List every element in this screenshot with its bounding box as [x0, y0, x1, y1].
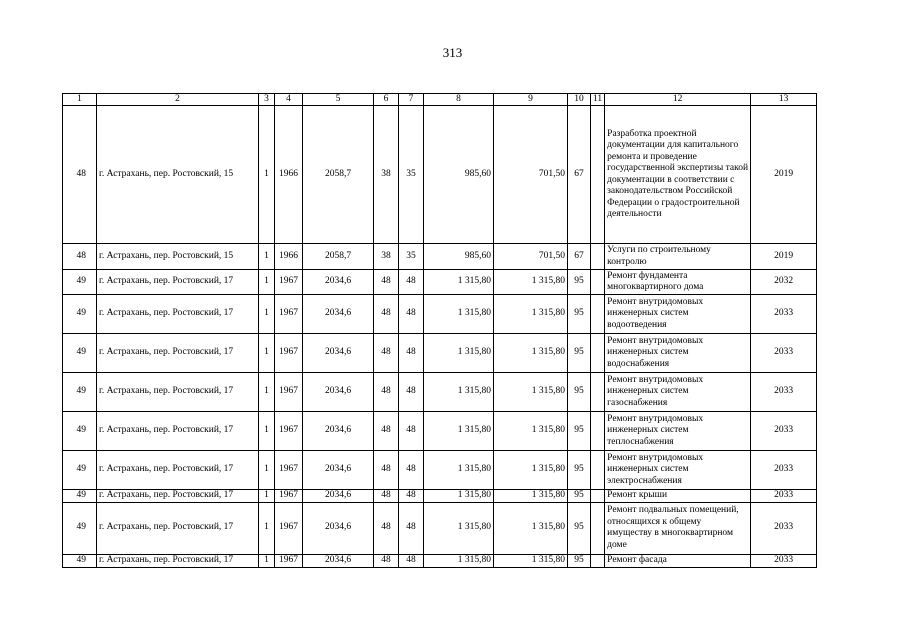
year-cell: 1967 — [275, 502, 303, 554]
year-cell: 1967 — [275, 373, 303, 412]
col10-cell: 95 — [568, 295, 591, 334]
col9-cell: 1 315,80 — [494, 270, 568, 295]
year-cell: 1967 — [275, 490, 303, 503]
col10-cell: 95 — [568, 451, 591, 490]
buildings-cell: 1 — [259, 106, 275, 244]
col11-cell — [591, 373, 605, 412]
col9-cell: 1 315,80 — [494, 490, 568, 503]
area-cell: 2034,6 — [303, 554, 374, 567]
col6-cell: 38 — [374, 244, 399, 270]
row-number: 48 — [63, 106, 97, 244]
col10-cell: 95 — [568, 554, 591, 567]
work-type-cell: Ремонт подвальных помещений, относящихся к общему имуществу в многоквартирном доме — [605, 502, 751, 554]
col8-cell: 985,60 — [424, 244, 494, 270]
area-cell: 2034,6 — [303, 334, 374, 373]
buildings-cell: 1 — [259, 554, 275, 567]
work-type-cell: Услуги по строительному контролю — [605, 244, 751, 270]
col10-cell: 95 — [568, 270, 591, 295]
col9-cell: 1 315,80 — [494, 502, 568, 554]
col7-cell: 48 — [399, 412, 424, 451]
col7-cell: 48 — [399, 295, 424, 334]
row-number: 49 — [63, 373, 97, 412]
col8-cell: 1 315,80 — [424, 270, 494, 295]
col7-cell: 48 — [399, 502, 424, 554]
col6-cell: 48 — [374, 554, 399, 567]
address-cell: г. Астрахань, пер. Ростовский, 17 — [97, 334, 259, 373]
buildings-cell: 1 — [259, 295, 275, 334]
year-cell: 1967 — [275, 334, 303, 373]
column-header: 13 — [751, 94, 817, 106]
col6-cell: 48 — [374, 502, 399, 554]
row-number: 49 — [63, 502, 97, 554]
column-header: 12 — [605, 94, 751, 106]
col7-cell: 35 — [399, 106, 424, 244]
area-cell: 2034,6 — [303, 373, 374, 412]
year-cell: 1967 — [275, 270, 303, 295]
address-cell: г. Астрахань, пер. Ростовский, 17 — [97, 412, 259, 451]
work-type-cell: Ремонт фасада — [605, 554, 751, 567]
term-cell: 2019 — [751, 244, 817, 270]
table-row — [63, 334, 817, 373]
area-cell: 2034,6 — [303, 270, 374, 295]
table-row — [63, 490, 817, 503]
col11-cell — [591, 295, 605, 334]
area-cell: 2034,6 — [303, 490, 374, 503]
col11-cell — [591, 244, 605, 270]
col6-cell: 48 — [374, 490, 399, 503]
work-type-cell: Ремонт внутридомовых инженерных систем водоотведения — [605, 295, 751, 334]
address-cell: г. Астрахань, пер. Ростовский, 17 — [97, 270, 259, 295]
area-cell: 2034,6 — [303, 502, 374, 554]
col9-cell: 1 315,80 — [494, 554, 568, 567]
col8-cell: 1 315,80 — [424, 502, 494, 554]
row-number: 49 — [63, 334, 97, 373]
col8-cell: 1 315,80 — [424, 334, 494, 373]
work-type-cell: Ремонт внутридомовых инженерных систем водоснабжения — [605, 334, 751, 373]
buildings-cell: 1 — [259, 502, 275, 554]
buildings-cell: 1 — [259, 373, 275, 412]
area-cell: 2058,7 — [303, 106, 374, 244]
col11-cell — [591, 554, 605, 567]
col6-cell: 48 — [374, 373, 399, 412]
table-row — [63, 244, 817, 270]
column-header: 7 — [399, 94, 424, 106]
col6-cell: 48 — [374, 295, 399, 334]
address-cell: г. Астрахань, пер. Ростовский, 17 — [97, 451, 259, 490]
col8-cell: 1 315,80 — [424, 373, 494, 412]
year-cell: 1966 — [275, 106, 303, 244]
header-row — [63, 94, 817, 106]
row-number: 49 — [63, 270, 97, 295]
term-cell: 2019 — [751, 106, 817, 244]
col10-cell: 95 — [568, 334, 591, 373]
col11-cell — [591, 106, 605, 244]
col6-cell: 48 — [374, 334, 399, 373]
col8-cell: 1 315,80 — [424, 412, 494, 451]
col10-cell: 67 — [568, 106, 591, 244]
area-cell: 2034,6 — [303, 451, 374, 490]
col7-cell: 48 — [399, 334, 424, 373]
work-type-cell: Ремонт внутридомовых инженерных систем электроснабжения — [605, 451, 751, 490]
buildings-cell: 1 — [259, 244, 275, 270]
address-cell: г. Астрахань, пер. Ростовский, 17 — [97, 502, 259, 554]
term-cell: 2033 — [751, 412, 817, 451]
col9-cell: 1 315,80 — [494, 373, 568, 412]
page-number: 313 — [442, 45, 463, 60]
row-number: 49 — [63, 295, 97, 334]
col11-cell — [591, 270, 605, 295]
address-cell: г. Астрахань, пер. Ростовский, 17 — [97, 490, 259, 503]
col11-cell — [591, 451, 605, 490]
col6-cell: 48 — [374, 451, 399, 490]
row-number: 49 — [63, 451, 97, 490]
col10-cell: 95 — [568, 502, 591, 554]
buildings-cell: 1 — [259, 270, 275, 295]
column-header: 11 — [591, 94, 605, 106]
buildings-cell: 1 — [259, 451, 275, 490]
col9-cell: 701,50 — [494, 106, 568, 244]
table-row — [63, 412, 817, 451]
column-header: 4 — [275, 94, 303, 106]
col10-cell: 67 — [568, 244, 591, 270]
table-row — [63, 270, 817, 295]
address-cell: г. Астрахань, пер. Ростовский, 17 — [97, 554, 259, 567]
col8-cell: 1 315,80 — [424, 451, 494, 490]
column-header: 5 — [303, 94, 374, 106]
column-header: 1 — [63, 94, 97, 106]
col8-cell: 1 315,80 — [424, 490, 494, 503]
col6-cell: 48 — [374, 412, 399, 451]
repair-plan-table — [62, 93, 817, 568]
column-header: 10 — [568, 94, 591, 106]
col11-cell — [591, 490, 605, 503]
area-cell: 2058,7 — [303, 244, 374, 270]
column-header: 6 — [374, 94, 399, 106]
col6-cell: 38 — [374, 106, 399, 244]
address-cell: г. Астрахань, пер. Ростовский, 15 — [97, 106, 259, 244]
area-cell: 2034,6 — [303, 412, 374, 451]
row-number: 49 — [63, 490, 97, 503]
col7-cell: 48 — [399, 554, 424, 567]
table-row — [63, 451, 817, 490]
col10-cell: 95 — [568, 412, 591, 451]
year-cell: 1967 — [275, 554, 303, 567]
table-row — [63, 373, 817, 412]
work-type-cell: Разработка проектной документации для капитального ремонта и проведение государственной экспертизы такой документации в соответствии с законодательством Российской Федерации о градостроительной деятельности — [605, 106, 751, 244]
address-cell: г. Астрахань, пер. Ростовский, 17 — [97, 295, 259, 334]
col9-cell: 1 315,80 — [494, 412, 568, 451]
column-header: 3 — [259, 94, 275, 106]
col10-cell: 95 — [568, 490, 591, 503]
buildings-cell: 1 — [259, 334, 275, 373]
col8-cell: 1 315,80 — [424, 554, 494, 567]
col7-cell: 48 — [399, 270, 424, 295]
col8-cell: 1 315,80 — [424, 295, 494, 334]
col9-cell: 1 315,80 — [494, 295, 568, 334]
term-cell: 2033 — [751, 554, 817, 567]
year-cell: 1967 — [275, 295, 303, 334]
table-row — [63, 106, 817, 244]
table-row — [63, 554, 817, 567]
col7-cell: 48 — [399, 373, 424, 412]
work-type-cell: Ремонт крыши — [605, 490, 751, 503]
year-cell: 1967 — [275, 412, 303, 451]
row-number: 49 — [63, 554, 97, 567]
work-type-cell: Ремонт внутридомовых инженерных систем теплоснабжения — [605, 412, 751, 451]
col7-cell: 48 — [399, 490, 424, 503]
term-cell: 2033 — [751, 373, 817, 412]
col11-cell — [591, 502, 605, 554]
work-type-cell: Ремонт фундамента многоквартирного дома — [605, 270, 751, 295]
table-row — [63, 295, 817, 334]
term-cell: 2032 — [751, 270, 817, 295]
col10-cell: 95 — [568, 373, 591, 412]
term-cell: 2033 — [751, 490, 817, 503]
work-type-cell: Ремонт внутридомовых инженерных систем газоснабжения — [605, 373, 751, 412]
column-header: 9 — [494, 94, 568, 106]
term-cell: 2033 — [751, 295, 817, 334]
col9-cell: 1 315,80 — [494, 334, 568, 373]
buildings-cell: 1 — [259, 412, 275, 451]
year-cell: 1966 — [275, 244, 303, 270]
term-cell: 2033 — [751, 451, 817, 490]
table-row — [63, 502, 817, 554]
col6-cell: 48 — [374, 270, 399, 295]
row-number: 49 — [63, 412, 97, 451]
col7-cell: 48 — [399, 451, 424, 490]
col7-cell: 35 — [399, 244, 424, 270]
col9-cell: 1 315,80 — [494, 451, 568, 490]
col8-cell: 985,60 — [424, 106, 494, 244]
col11-cell — [591, 334, 605, 373]
buildings-cell: 1 — [259, 490, 275, 503]
column-header: 8 — [424, 94, 494, 106]
year-cell: 1967 — [275, 451, 303, 490]
address-cell: г. Астрахань, пер. Ростовский, 15 — [97, 244, 259, 270]
col9-cell: 701,50 — [494, 244, 568, 270]
term-cell: 2033 — [751, 502, 817, 554]
col11-cell — [591, 412, 605, 451]
area-cell: 2034,6 — [303, 295, 374, 334]
address-cell: г. Астрахань, пер. Ростовский, 17 — [97, 373, 259, 412]
column-header: 2 — [97, 94, 259, 106]
term-cell: 2033 — [751, 334, 817, 373]
row-number: 48 — [63, 244, 97, 270]
